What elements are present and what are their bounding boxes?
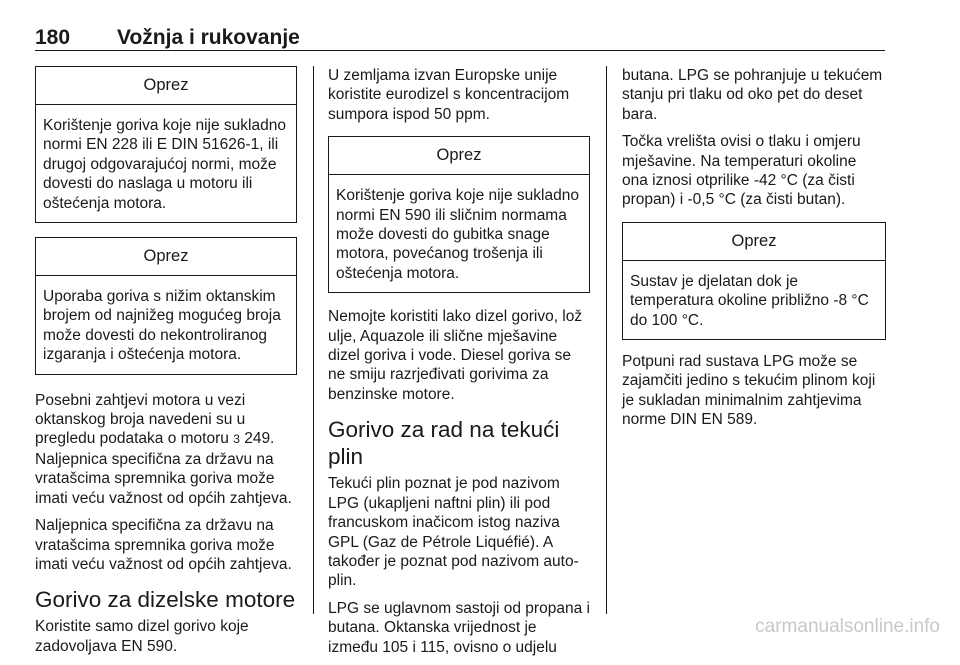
page-number: 180 [35, 26, 71, 49]
caution-box [35, 237, 297, 375]
page-reference-arrow-icon: 3 [233, 432, 240, 447]
header-divider [35, 50, 885, 51]
caution-heading: Oprez [36, 238, 296, 276]
caution-text: Korištenje goriva koje nije sukladno normi EN 228 ili E DIN 51626-1, ili drugoj odgovarajućoj normi, može dovesti do naslaga u motoru ili oštećenja motora. [43, 117, 286, 212]
caution-box [328, 136, 590, 293]
paragraph: U zemljama izvan Europske unije koristite eurodizel s koncentracijom sumpora ispod 50 ppm. [328, 67, 570, 123]
caution-heading: Oprez [329, 137, 589, 175]
caution-box [622, 222, 886, 340]
paragraph: Posebni zahtjevi motora u vezi oktanskog broja navedeni su u pregledu podataka o motoru 3 249. Naljepnica specifična za državu na vratašcima spremnika goriva može imati veću važnost od općih zahtjeva. [35, 391, 292, 507]
paragraph: Točka vrelišta ovisi o tlaku i omjeru mješavine. Na temperaturi okoline ona iznosi otprilike -42 °C (za čisti propan) i -0,5 °C (za čisti butan). [622, 133, 861, 209]
paragraph: LPG se uglavnom sastoji od propana i butana. Oktanska vrijednost je između 105 i 115, ovisno o udjelu [328, 599, 590, 656]
section-heading: Gorivo za rad na tekući plin [328, 417, 560, 470]
caution-text: Uporaba goriva s nižim oktanskim brojem od najnižeg mogućeg broja može dovesti do nekontroliranog izgaranja i oštećenja motora. [43, 288, 281, 364]
caution-text: Korištenje goriva koje nije sukladno normi EN 590 ili sličnim normama može dovesti do gubitka snage motora, povećanog trošenja ili oštećenja motora. [336, 187, 579, 282]
paragraph: butana. LPG se pohranjuje u tekućem stanju pri tlaku od oko pet do deset bara. [622, 67, 883, 123]
paragraph: Koristite samo dizel gorivo koje zadovoljava EN 590. [35, 618, 249, 655]
column-2 [328, 66, 590, 665]
section-heading: Gorivo za dizelske motore [35, 587, 296, 613]
paragraph: Potpuni rad sustava LPG može se zajamčiti jedino s tekućim plinom koji je sukladan minimalnim zahtjevima norme DIN EN 589. [622, 353, 876, 429]
paragraph: Naljepnica specifična za državu na vratašcima spremnika goriva može imati veću važnost od općih zahtjeva. [35, 517, 292, 573]
column-divider [606, 66, 607, 614]
page-title: Vožnja i rukovanje [117, 26, 300, 49]
column-1 [35, 66, 297, 664]
column-3 [622, 66, 886, 438]
caution-heading: Oprez [36, 67, 296, 105]
caution-text: Sustav je djelatan dok je temperatura okoline približno -8 °C do 100 °C. [630, 272, 869, 329]
paragraph: Tekući plin poznat je pod nazivom LPG (ukapljeni naftni plin) ili pod francuskom inačicom istog naziva GPL (Gaz de Pétrole Liquéfié). A također je poznat pod nazivom auto-plin. [328, 475, 579, 590]
caution-heading: Oprez [623, 223, 885, 261]
paragraph: Nemojte koristiti lako dizel gorivo, lož ulje, Aquazole ili slične mješavine dizel goriva i vode. Diesel goriva se ne smiju razrjeđivati gorivima za benzinske motore. [328, 308, 583, 403]
caution-box [35, 66, 297, 223]
watermark: carmanualsonline.info [755, 616, 940, 637]
column-divider [313, 66, 314, 614]
